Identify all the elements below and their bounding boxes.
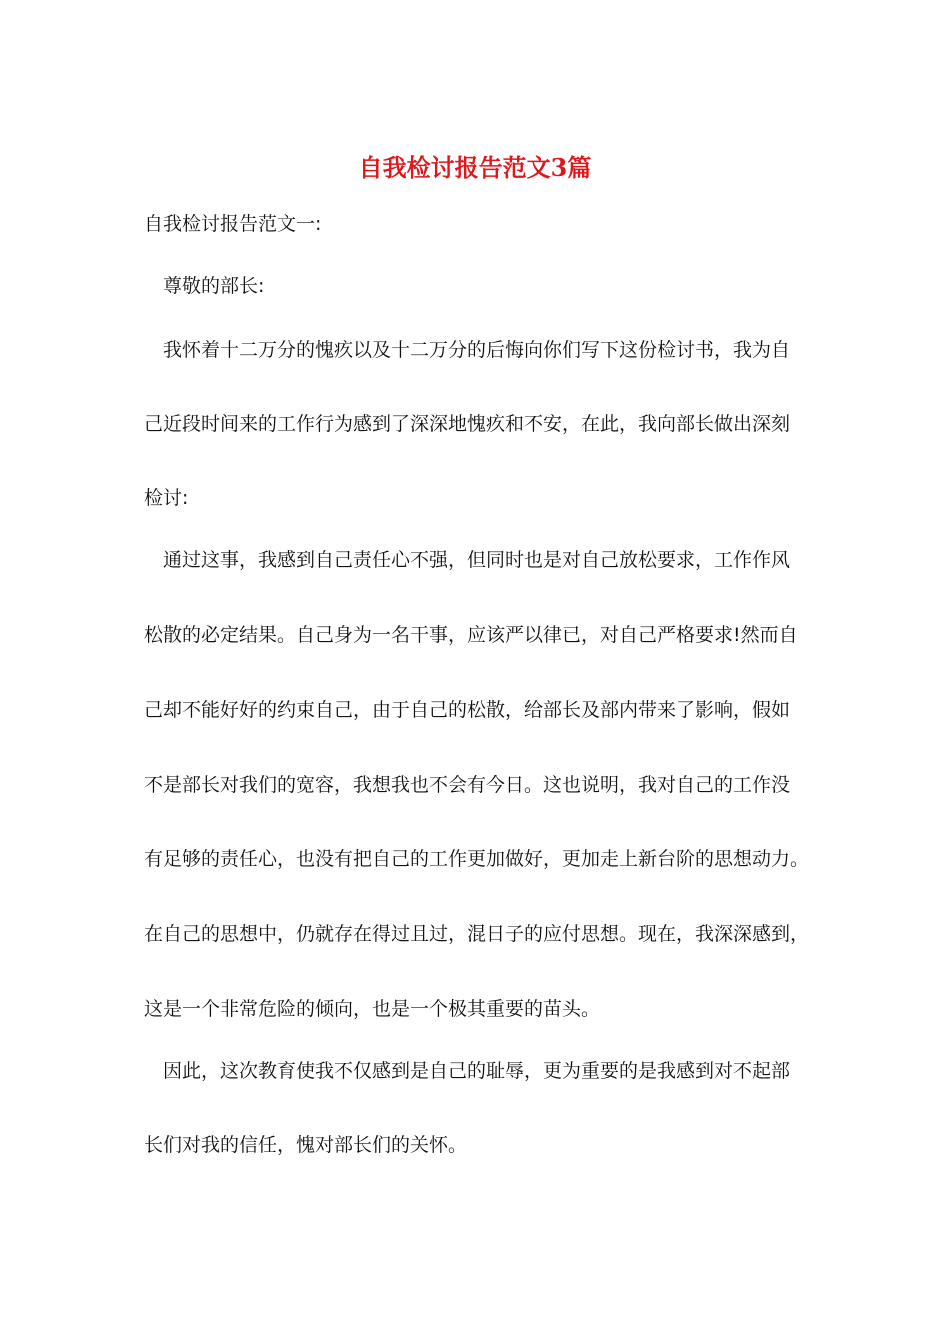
paragraph-line: 松散的必定结果。自己身为一名干事，应该严以律已，对自己严格要求!然而自 [144, 624, 798, 646]
paragraph-line: 因此，这次教育使我不仅感到是自己的耻辱，更为重要的是我感到对不起部 [163, 1060, 791, 1082]
paragraph-line: 这是一个非常危险的倾向，也是一个极其重要的苗头。 [144, 998, 601, 1020]
section-heading: 自我检讨报告范文一: [144, 213, 322, 235]
paragraph-line: 通过这事，我感到自己责任心不强，但同时也是对自己放松要求，工作作风 [163, 549, 791, 571]
paragraph-line: 己近段时间来的工作行为感到了深深地愧疚和不安，在此，我向部长做出深刻 [144, 413, 791, 435]
paragraph-line: 不是部长对我们的宽容，我想我也不会有今日。这也说明，我对自己的工作没 [144, 774, 791, 796]
paragraph-line: 检讨: [144, 487, 189, 509]
paragraph-line: 我怀着十二万分的愧疚以及十二万分的后悔向你们写下这份检讨书，我为自 [163, 339, 791, 361]
document-title: 自我检讨报告范文3篇 [358, 153, 592, 182]
salutation: 尊敬的部长: [163, 275, 265, 297]
paragraph-line: 在自己的思想中，仍就存在得过且过，混日子的应付思想。现在，我深深感到， [144, 923, 810, 945]
paragraph-line: 长们对我的信任，愧对部长们的关怀。 [144, 1134, 468, 1156]
paragraph-line: 有足够的责任心，也没有把自己的工作更加做好，更加走上新台阶的思想动力。 [144, 848, 810, 870]
paragraph-line: 己却不能好好的约束自己，由于自己的松散，给部长及部内带来了影响，假如 [144, 699, 791, 721]
